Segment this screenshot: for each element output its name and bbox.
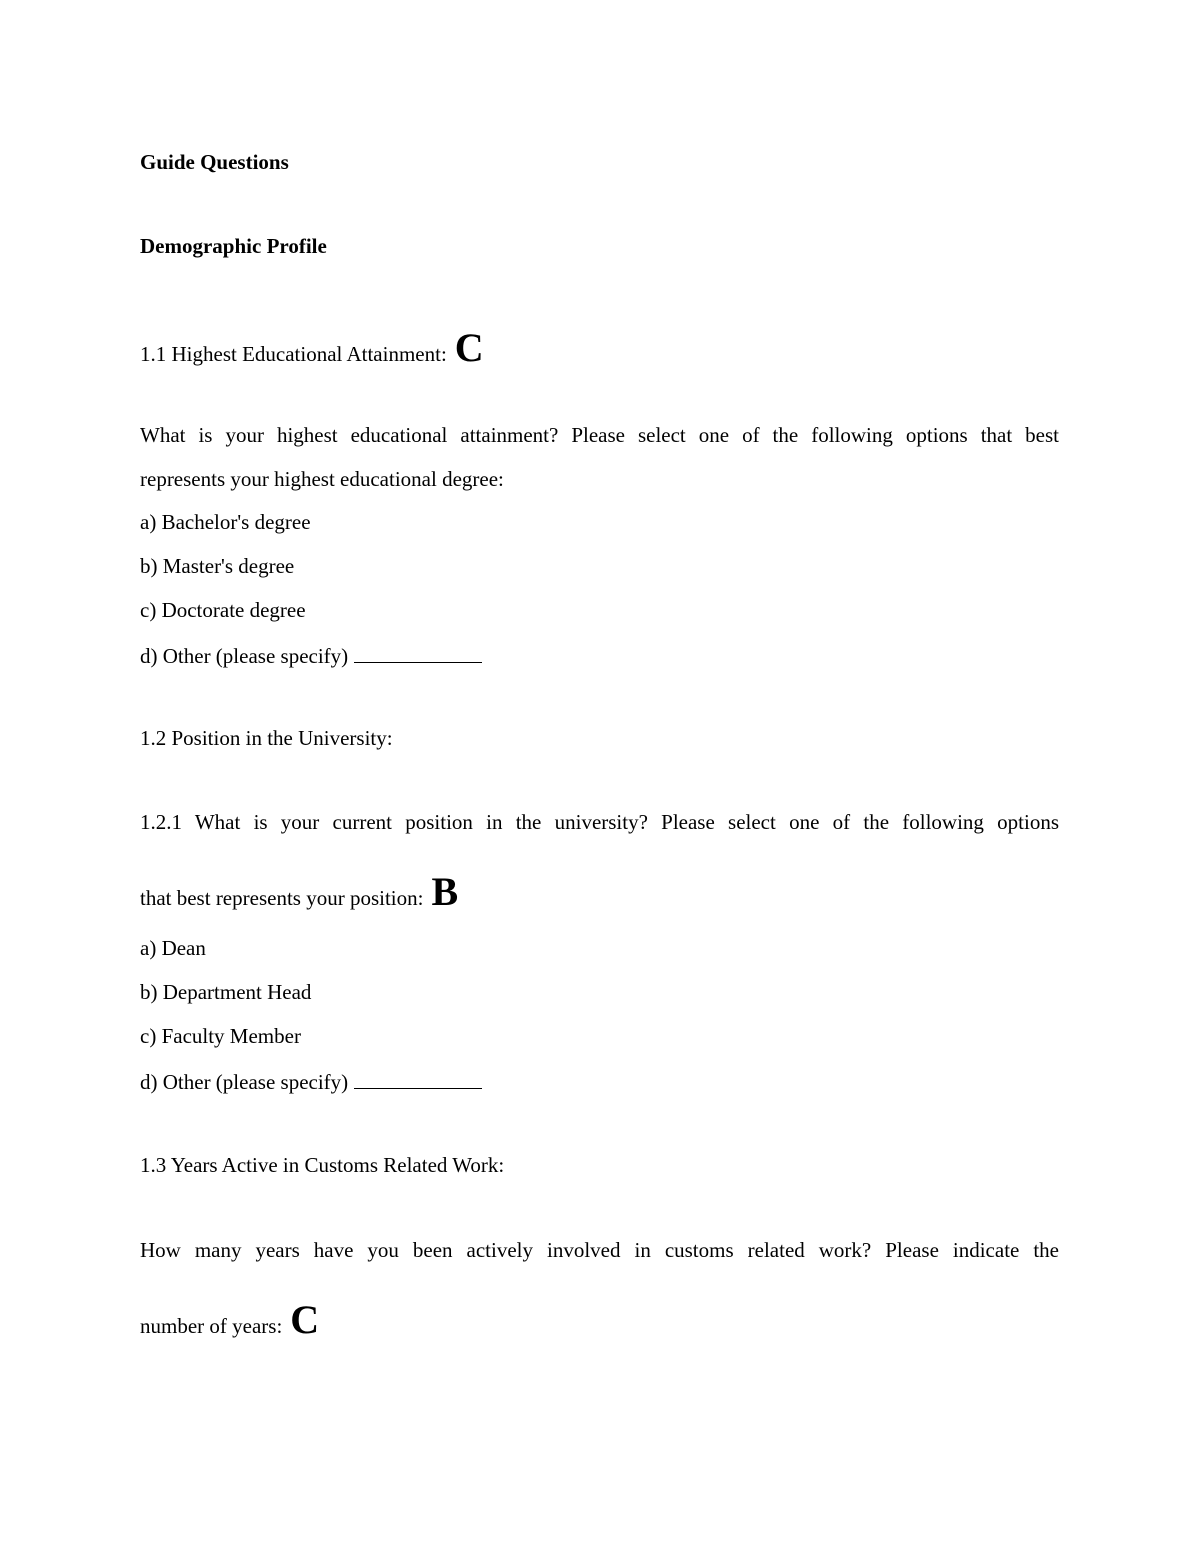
question-2-answer: B [431, 869, 459, 914]
question-1-heading [140, 325, 484, 370]
question-2-specify-blank [354, 1068, 482, 1089]
question-2-heading: 1.2 Position in the University: [140, 726, 393, 750]
question-3-prompt-line-2 [140, 1297, 320, 1342]
section-heading: Demographic Profile [140, 234, 327, 258]
question-1-prompt-line-1: What is your highest educational attainment? Please select one of the following options that best [140, 423, 1059, 447]
question-3-prompt-line-2-text: number of years: [140, 1314, 283, 1338]
document-title: Guide Questions [140, 150, 289, 174]
question-3-prompt-line-1: How many years have you been actively involved in customs related work? Please indicate the [140, 1238, 1059, 1262]
question-1-option-d-text: d) Other (please specify) [140, 644, 349, 668]
question-1-option-b: b) Master's degree [140, 554, 295, 578]
question-3-answer: C [290, 1297, 320, 1342]
question-1-prompt-line-2: represents your highest educational degree: [140, 467, 504, 491]
question-1-option-a: a) Bachelor's degree [140, 510, 311, 534]
question-2-option-c: c) Faculty Member [140, 1024, 301, 1048]
question-2-prompt-line-2 [140, 869, 459, 914]
question-1-option-c: c) Doctorate degree [140, 598, 306, 622]
question-2-prompt-line-1: 1.2.1 What is your current position in the university? Please select one of the following options [140, 810, 1059, 834]
question-3-heading: 1.3 Years Active in Customs Related Work: [140, 1153, 505, 1177]
question-2-option-a: a) Dean [140, 936, 206, 960]
question-1-answer: C [454, 325, 484, 370]
question-1-option-d [140, 642, 482, 668]
question-2-prompt-line-2-text: that best represents your position: [140, 886, 424, 910]
question-1-specify-blank [354, 642, 482, 663]
question-2-option-b: b) Department Head [140, 980, 312, 1004]
question-2-option-d-text: d) Other (please specify) [140, 1070, 349, 1094]
question-2-option-d [140, 1068, 482, 1094]
question-1-heading-text: 1.1 Highest Educational Attainment: [140, 342, 447, 366]
